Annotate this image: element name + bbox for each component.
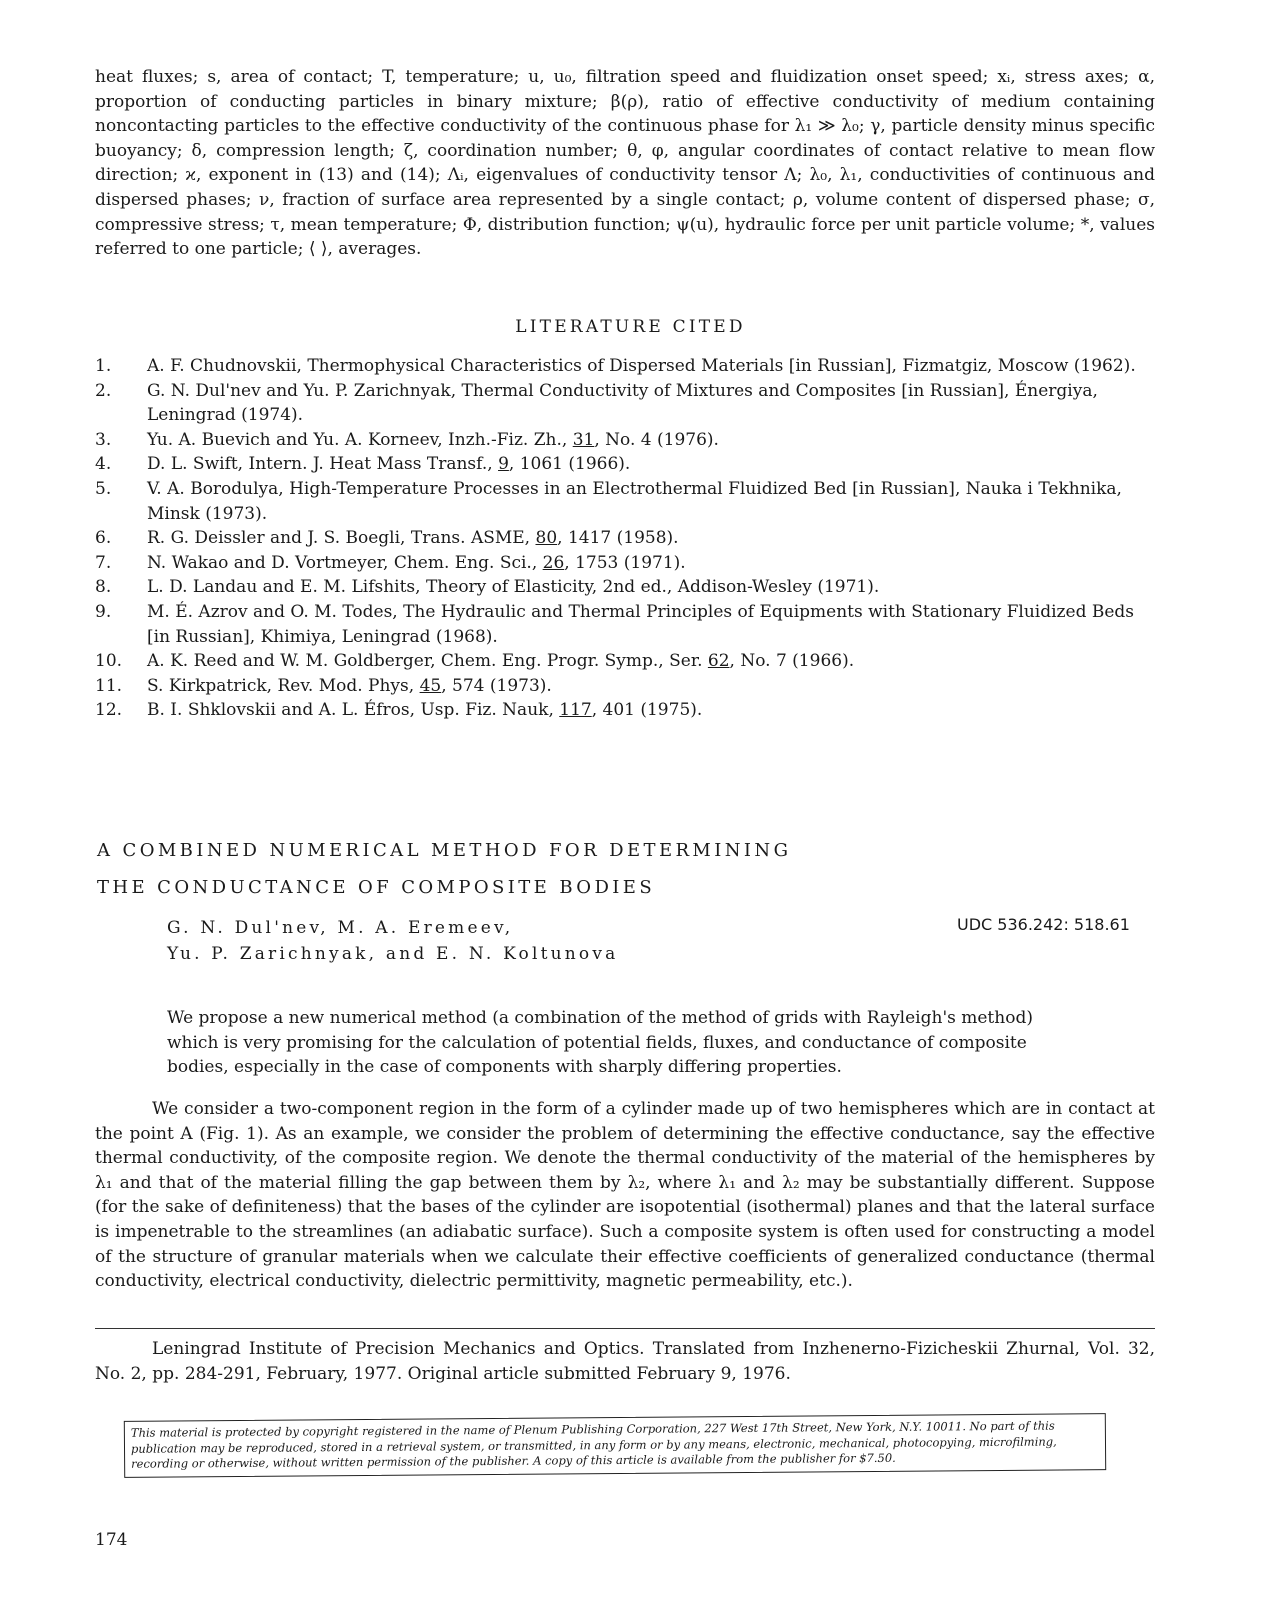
volume-number: 45	[419, 675, 442, 696]
reference-item	[95, 649, 1155, 674]
reference-item	[95, 674, 1155, 699]
abstract: We propose a new numerical method (a combination of the method of grids with Rayleigh's method) which is very promising for the calculation of potential fields, fluxes, and conductance of composite bodies, especially in the case of components with sharply differing properties.	[167, 1008, 1033, 1078]
reference-text: B. I. Shklovskii and A. L. Éfros, Usp. Fiz. Nauk, 117, 401 (1975).	[147, 700, 703, 721]
article-title-line: THE CONDUCTANCE OF COMPOSITE BODIES	[97, 877, 656, 898]
reference-number: 5.	[95, 478, 112, 499]
reference-item	[95, 477, 1155, 526]
copyright-notice: This material is protected by copyright registered in the name of Plenum Publishing Corporation, 227 West 17th Street, New York, N.Y. 10011. No part of this publication may be reproduced, stored in a retrieval system, or transmitted, in any form or by any means, electronic, mechanical, photocopying, microfilming, recording or otherwise, without written permission of the publisher. A copy of this article is available from the publisher for $7.50.	[124, 1413, 1106, 1477]
reference-item	[95, 354, 1155, 379]
reference-number: 4.	[95, 454, 112, 475]
reference-item	[95, 428, 1155, 453]
nomenclature-paragraph: heat fluxes; s, area of contact; T, temperature; u, u₀, filtration speed and fluidization onset speed; xᵢ, stress axes; α, proportion of conducting particles in binary mixture; β(ρ), ratio of effective conductivity of medium containing noncontacting particles to the effective conductivity of the continuous phase for λ₁ ≫ λ₀; γ, particle density minus specific buoyancy; δ, compression length; ζ, coordination number; θ, φ, angular coordinates of contact relative to mean flow direction; ϰ, exponent in (13) and (14); Λᵢ, eigenvalues of conductivity tensor Λ; λ₀, λ₁, conductivities of continuous and dispersed phases; ν, fraction of surface area represented by a single contact; ρ, volume content of dispersed phase; σ, compressive stress; τ, mean temperature; Φ, distribution function; ψ(u), hydraulic force per unit particle volume; *, values referred to one particle; ⟨ ⟩, averages.	[95, 67, 1155, 260]
reference-item	[95, 698, 1155, 723]
article-title	[97, 832, 791, 906]
reference-text: R. G. Deissler and J. S. Boegli, Trans. ASME, 80, 1417 (1958).	[147, 528, 679, 549]
reference-text: D. L. Swift, Intern. J. Heat Mass Transf., 9, 1061 (1966).	[147, 454, 631, 475]
reference-number: 1.	[95, 356, 112, 376]
body-text	[95, 1097, 1155, 1294]
reference-text: A. F. Chudnovskii, Thermophysical Characteristics of Dispersed Materials [in Russian], Fizmatgiz, Moscow (1962).	[147, 356, 1136, 376]
reference-item	[95, 575, 1155, 600]
reference-text: V. A. Borodulya, High-Temperature Processes in an Electrothermal Fluidized Bed [in Russian], Nauka i Tekhnika, Minsk (1973).	[147, 478, 1122, 524]
reference-number: 6.	[95, 528, 112, 549]
reference-text: M. É. Azrov and O. M. Todes, The Hydraulic and Thermal Principles of Equipments with Stationary Fluidized Beds [in Russian], Khimiya, Leningrad (1968).	[147, 601, 1135, 647]
reference-number: 12.	[95, 700, 123, 721]
reference-number: 9.	[95, 601, 112, 622]
page-number: 174	[95, 1530, 128, 1550]
reference-text: N. Wakao and D. Vortmeyer, Chem. Eng. Sci., 26, 1753 (1971).	[147, 552, 686, 573]
reference-text: S. Kirkpatrick, Rev. Mod. Phys, 45, 574 (1973).	[147, 675, 552, 696]
reference-number: 2.	[95, 380, 112, 401]
reference-item	[95, 600, 1155, 649]
reference-text: L. D. Landau and E. M. Lifshits, Theory of Elasticity, 2nd ed., Addison-Wesley (1971).	[147, 577, 880, 598]
volume-number: 62	[707, 651, 730, 672]
reference-item	[95, 526, 1155, 551]
volume-number: 9	[498, 454, 509, 475]
reference-list	[95, 354, 1155, 723]
reference-item	[95, 452, 1155, 477]
literature-heading: LITERATURE CITED	[515, 317, 746, 337]
reference-number: 8.	[95, 577, 112, 598]
reference-number: 3.	[95, 429, 112, 450]
reference-number: 11.	[95, 675, 123, 696]
volume-number: 31	[572, 429, 595, 450]
reference-item	[95, 379, 1155, 428]
reference-number: 7.	[95, 552, 112, 573]
footnote	[95, 1337, 1155, 1387]
reference-text: A. K. Reed and W. M. Goldberger, Chem. Eng. Progr. Symp., Ser. 62, No. 7 (1966).	[147, 651, 855, 672]
reference-text: Yu. A. Buevich and Yu. A. Korneev, Inzh.-Fiz. Zh., 31, No. 4 (1976).	[147, 429, 719, 450]
reference-item	[95, 551, 1155, 576]
volume-number: 117	[559, 700, 592, 721]
reference-text: G. N. Dul'nev and Yu. P. Zarichnyak, Thermal Conductivity of Mixtures and Composites [in Russian], Énergiya, Leningrad (1974).	[147, 380, 1098, 426]
volume-number: 26	[542, 552, 565, 573]
article-authors	[167, 915, 618, 967]
article-title-line: A COMBINED NUMERICAL METHOD FOR DETERMINING	[97, 840, 792, 861]
authors-line: G. N. Dul'nev, M. A. Eremeev,	[167, 918, 514, 938]
footnote-text: Leningrad Institute of Precision Mechanics and Optics. Translated from Inzhenerno-Fizicheskii Zhurnal, Vol. 32, No. 2, pp. 284-291, February, 1977. Original article submitted February 9, 1976.	[95, 1339, 1155, 1384]
footnote-divider	[95, 1328, 1155, 1329]
body-paragraph: We consider a two-component region in the form of a cylinder made up of two hemispheres which are in contact at the point A (Fig. 1). As an example, we consider the problem of determining the effective conductance, say the effective thermal conductivity, of the composite region. We denote the thermal conductivity of the material of the hemispheres by λ₁ and that of the material filling the gap between them by λ₂, where λ₁ and λ₂ may be substantially different. Suppose (for the sake of definiteness) that the bases of the cylinder are isopotential (isothermal) planes and that the lateral surface is impenetrable to the streamlines (an adiabatic surface). Such a composite system is often used for constructing a model of the structure of granular materials when we calculate their effective coefficients of generalized conductance (thermal conductivity, electrical conductivity, dielectric permittivity, magnetic permeability, etc.).	[95, 1099, 1155, 1292]
volume-number: 80	[535, 528, 558, 549]
reference-number: 10.	[95, 651, 123, 672]
udc-code: UDC 536.242: 518.61	[957, 915, 1130, 934]
authors-line: Yu. P. Zarichnyak, and E. N. Koltunova	[167, 944, 619, 964]
